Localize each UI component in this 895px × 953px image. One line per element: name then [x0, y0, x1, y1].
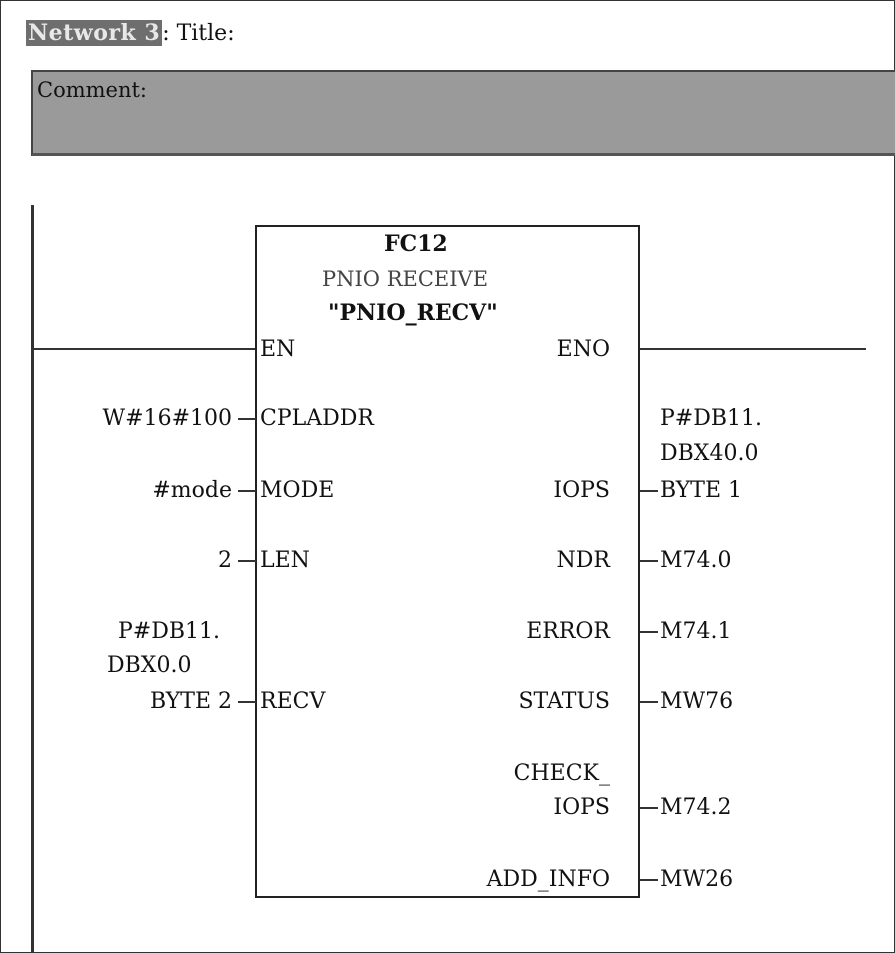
pin-cpladdr: CPLADDR	[260, 406, 374, 431]
tick-len	[238, 560, 256, 562]
pin-check-iops-line1: CHECK_	[513, 761, 610, 786]
comment-field[interactable]	[31, 70, 895, 156]
tick-mode	[238, 490, 256, 492]
tick-recv	[238, 701, 256, 703]
block-symbol: "PNIO_RECV"	[328, 300, 498, 326]
block-number: FC12	[384, 231, 448, 257]
value-recv-line1[interactable]: P#DB11.	[118, 619, 221, 644]
pin-en: EN	[260, 337, 296, 362]
pin-mode: MODE	[260, 478, 335, 503]
value-cpladdr[interactable]: W#16#100	[102, 406, 232, 431]
value-check-iops[interactable]: M74.2	[660, 795, 732, 820]
value-recv-line2[interactable]: DBX0.0	[107, 653, 192, 678]
block-family: PNIO RECEIVE	[322, 267, 489, 291]
value-iops-line3[interactable]: BYTE 1	[660, 478, 743, 503]
network-header[interactable]	[26, 18, 235, 48]
pin-add-info: ADD_INFO	[486, 867, 610, 892]
tick-iops	[640, 490, 658, 492]
value-mode[interactable]: #mode	[152, 478, 232, 503]
eno-wire[interactable]	[638, 348, 866, 350]
tick-ndr	[640, 560, 658, 562]
network-label[interactable]: Network 3	[28, 20, 161, 46]
value-add-info[interactable]: MW26	[660, 867, 734, 892]
pin-eno: ENO	[556, 337, 610, 362]
value-recv-line3[interactable]: BYTE 2	[149, 689, 232, 714]
tick-check-iops	[640, 807, 658, 809]
en-wire[interactable]	[31, 348, 257, 350]
pin-recv: RECV	[260, 689, 326, 714]
comment-label: Comment:	[37, 78, 148, 102]
tick-add-info	[640, 879, 658, 881]
pin-len: LEN	[260, 548, 310, 573]
tick-status	[640, 701, 658, 703]
network-title[interactable]: : Title:	[162, 21, 235, 46]
pin-iops: IOPS	[553, 478, 610, 503]
pin-error: ERROR	[526, 619, 610, 644]
value-iops-line2[interactable]: DBX40.0	[660, 441, 759, 466]
pin-status: STATUS	[518, 689, 610, 714]
power-rail	[31, 205, 34, 953]
value-ndr[interactable]: M74.0	[660, 548, 732, 573]
pin-check-iops-line2: IOPS	[553, 795, 610, 820]
tick-error	[640, 631, 658, 633]
pin-ndr: NDR	[556, 548, 610, 573]
tick-cpladdr	[238, 418, 256, 420]
value-iops-line1[interactable]: P#DB11.	[660, 406, 763, 431]
value-status[interactable]: MW76	[660, 689, 734, 714]
value-error[interactable]: M74.1	[660, 619, 732, 644]
value-len[interactable]: 2	[218, 548, 232, 573]
